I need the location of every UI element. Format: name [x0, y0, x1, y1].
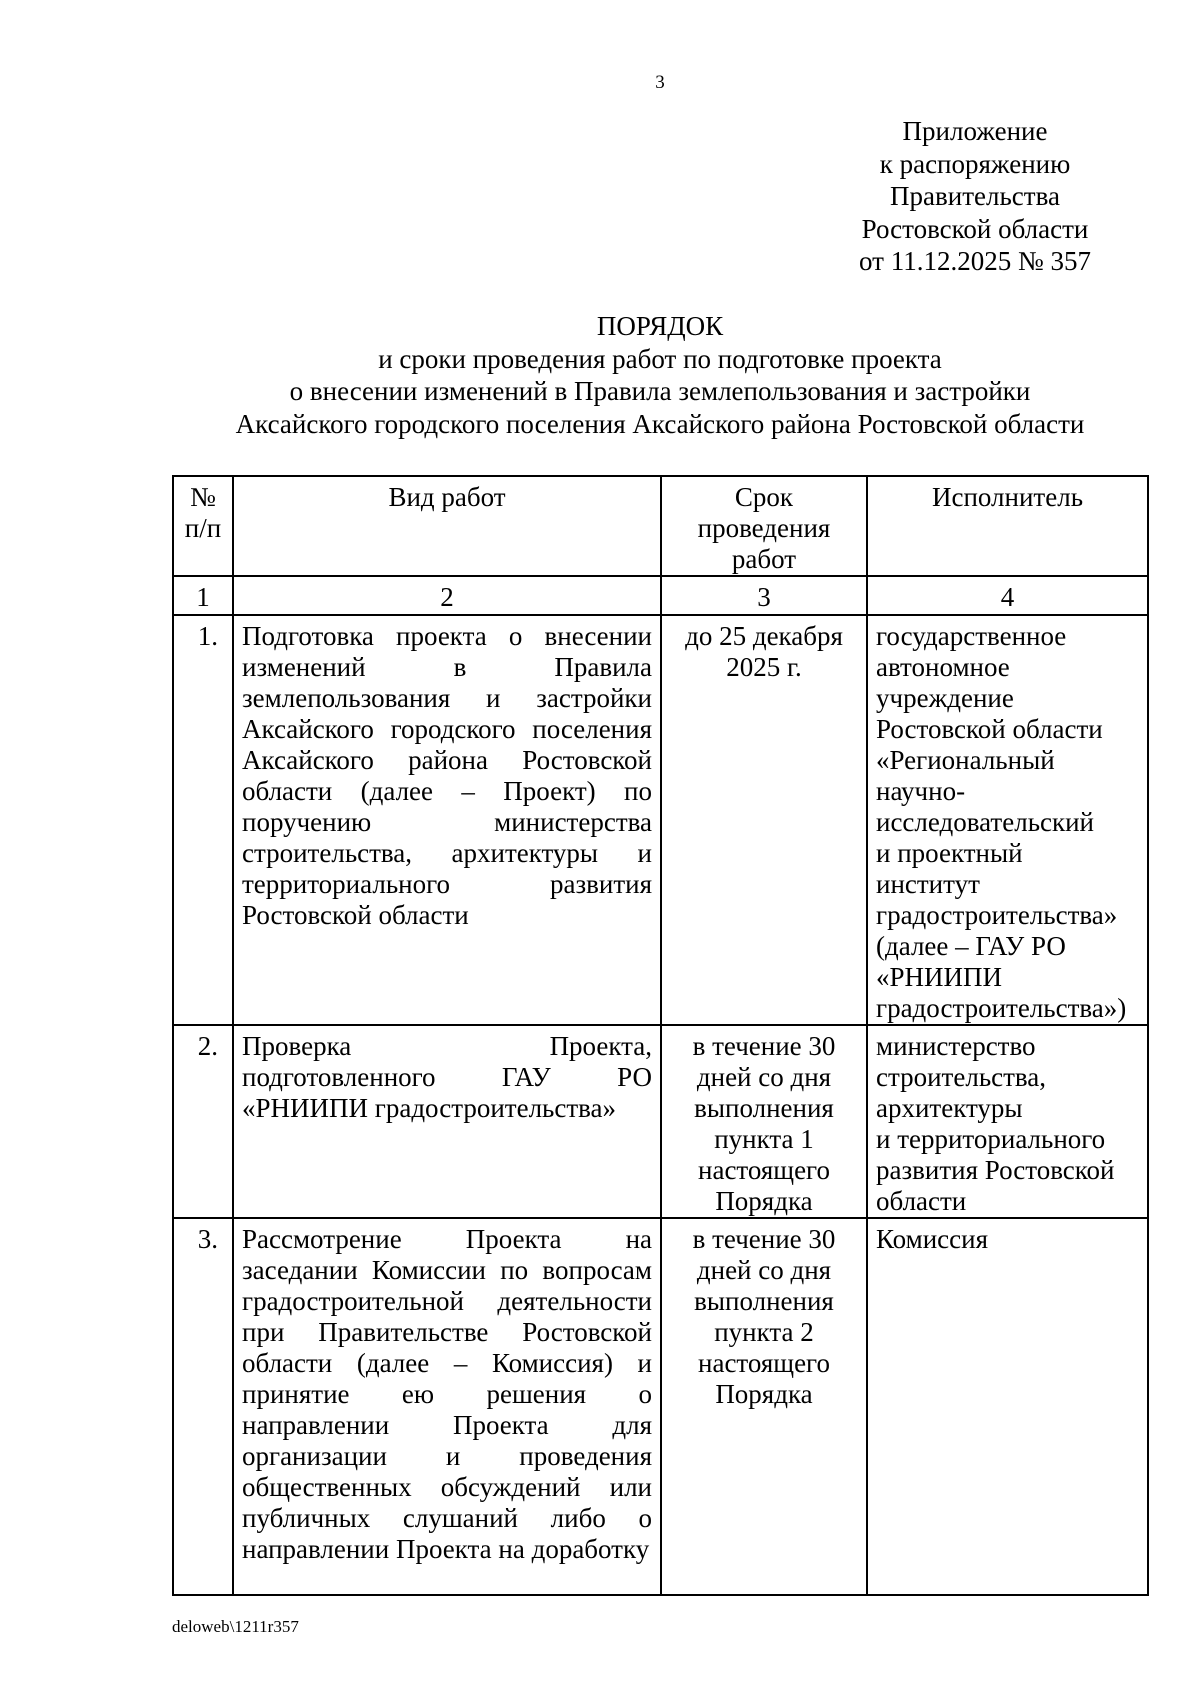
title-line: о внесении изменений в Правила землепользования и застройки [289, 376, 1031, 406]
work-term: до 25 декабря 2025 г. [661, 615, 867, 1025]
page-number: 3 [655, 72, 665, 93]
appendix-line: Приложение [902, 116, 1048, 146]
table-header-row [173, 476, 1148, 576]
header-work: Вид работ [233, 476, 661, 576]
work-description: Подготовка проекта о внесении изменений в Правила землепользования и застройки Аксайского городского поселения Аксайского района Ростовской области (далее – Проект) по поручению министерства строительства, архитектуры и территориального развития Ростовской области [233, 615, 661, 1025]
work-executor: государственное автономное учреждение Ростовской области «Региональный научно- исследовательский и проектный институт градостроительства» (далее – ГАУ РО «РНИИПИ градостроительства») [867, 615, 1148, 1025]
column-index: 4 [867, 576, 1148, 615]
title-line: Аксайского городского поселения Аксайского района Ростовской области [235, 408, 1085, 439]
title-heading: ПОРЯДОК [596, 311, 724, 341]
work-term: в течение 30 дней со дня выполнения пункта 1 настоящего Порядка [661, 1025, 867, 1218]
work-description: Проверка Проекта, подготовленного ГАУ РО «РНИИПИ градостроительства» [233, 1025, 661, 1218]
work-executor: Комиссия [867, 1218, 1148, 1595]
document-title [160, 310, 1160, 440]
row-number: 1. [173, 615, 233, 1025]
title-line: и сроки проведения работ по подготовке проекта [378, 343, 942, 374]
work-term: в течение 30 дней со дня выполнения пункта 2 настоящего Порядка [661, 1218, 867, 1595]
column-index-row [173, 576, 1148, 615]
column-index: 1 [173, 576, 233, 615]
header-executor: Исполнитель [867, 476, 1148, 576]
row-number: 3. [173, 1218, 233, 1595]
header-term: Срок проведения работ [661, 476, 867, 576]
appendix-date-number: от 11.12.2025 № 357 [859, 246, 1091, 276]
column-index: 2 [233, 576, 661, 615]
work-description: Рассмотрение Проекта на заседании Комиссии по вопросам градостроительной деятельности при Правительстве Ростовской области (далее – Комиссия) и принятие ею решения о направлении Проекта для организации и проведения общественных обсуждений или публичных слушаний либо о направлении Проекта на доработку [233, 1218, 661, 1595]
column-index: 3 [661, 576, 867, 615]
appendix-line: Правительства [890, 181, 1060, 211]
work-executor: министерство строительства, архитектуры и территориального развития Ростовской области [867, 1025, 1148, 1218]
row-number: 2. [173, 1025, 233, 1218]
works-table-container [172, 475, 1149, 1596]
table-row [173, 1025, 1148, 1218]
table-row [173, 615, 1148, 1025]
appendix-block [830, 115, 1120, 278]
header-num: № п/п [173, 476, 233, 576]
document-code: deloweb\1211r357 [172, 1617, 299, 1636]
table-row [173, 1218, 1148, 1595]
appendix-line: к распоряжению [879, 148, 1071, 179]
works-table [172, 475, 1149, 1596]
appendix-line: Ростовской области [861, 213, 1089, 244]
